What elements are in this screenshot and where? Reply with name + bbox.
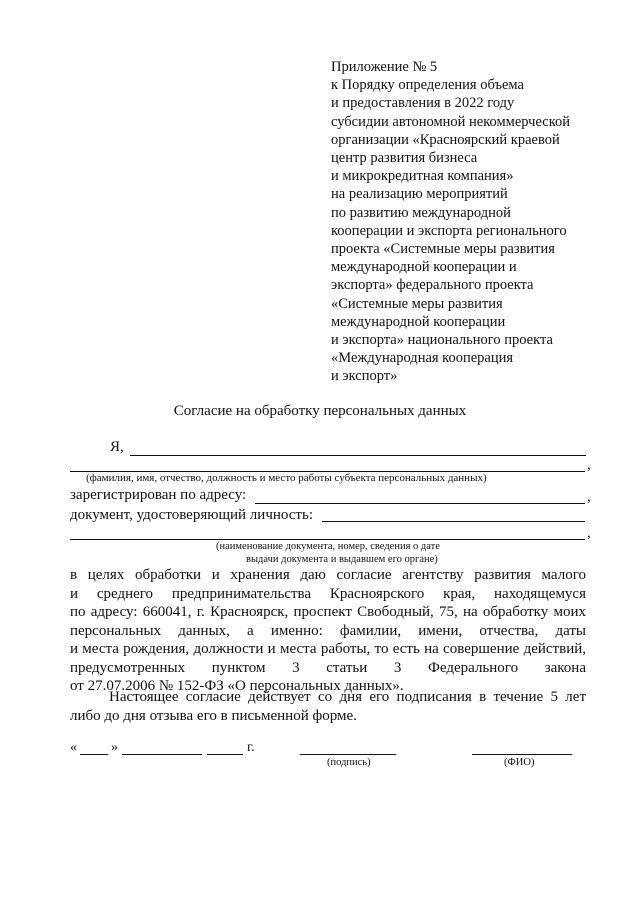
appendix-line: и экспорта» национального проекта (331, 332, 553, 349)
paragraph-line: от 27.07.2006 № 152-ФЗ «О персональных данных». (70, 678, 404, 694)
appendix-line: организации «Красноярский краевой (331, 131, 560, 148)
date-quote-close: » (111, 740, 118, 755)
paragraph-line: либо до дня отзыва его в письменной форме. (70, 707, 357, 724)
comma: , (587, 457, 591, 473)
document-field-line-2[interactable] (70, 539, 585, 540)
paragraph-line: Настоящее согласие действует со дня его подписания в течение 5 лет (109, 689, 586, 705)
date-month-field[interactable] (122, 754, 202, 755)
document-field-line-1[interactable] (322, 521, 585, 522)
appendix-line: и микрокредитная компания» (331, 168, 514, 185)
appendix-line: международной кооперации (331, 313, 506, 330)
fio-signature-field[interactable] (472, 754, 572, 755)
address-field-line[interactable] (255, 503, 585, 504)
appendix-line: центр развития бизнеса (331, 150, 478, 167)
paragraph-line: персональных данных, а именно: фамилии, имени, отчества, даты (70, 622, 586, 639)
appendix-line: к Порядку определения объема (331, 77, 524, 94)
paragraph-line: предусмотренных пунктом 3 статьи 3 Федерального закона (70, 659, 586, 676)
document-title: Согласие на обработку персональных данных (173, 403, 467, 419)
ya-label: Я, (110, 439, 124, 455)
appendix-line: и экспорт» (331, 368, 398, 385)
fio-caption: (фамилия, имя, отчество, должность и место работы субъекта персональных данных) (86, 472, 487, 484)
appendix-line: Приложение № 5 (331, 59, 438, 75)
appendix-line: и предоставления в 2022 году (331, 95, 515, 112)
comma: , (587, 489, 591, 505)
appendix-line: субсидии автономной некоммерческой (331, 113, 571, 130)
fio-signature-caption: (ФИО) (504, 757, 535, 768)
comma: , (587, 525, 591, 541)
appendix-line: «Международная кооперация (331, 350, 514, 367)
date-year-field[interactable] (207, 754, 243, 755)
fio-field-line-1[interactable] (130, 455, 586, 456)
appendix-line: «Системные меры развития (331, 295, 503, 312)
date-day-field[interactable] (80, 754, 108, 755)
consent-paragraph (70, 566, 586, 696)
year-suffix: г. (247, 740, 255, 755)
date-quote-open: « (70, 740, 77, 755)
signature-field[interactable] (300, 754, 396, 755)
paragraph-line: по адресу: 660041, г. Красноярск, проспект Свободный, 75, на обработку моих (70, 604, 586, 620)
signature-caption: (подпись) (327, 757, 371, 768)
document-caption-line-2: выдачи документа и выдавшем его органе) (246, 554, 438, 565)
paragraph-line: в целях обработки и хранения даю согласие агентству развития малого (70, 567, 586, 583)
paragraph-line: и места рождения, должности и места работы, то есть на совершение действий, (70, 641, 586, 657)
validity-paragraph (70, 688, 586, 725)
appendix-line: кооперации и экспорта регионального (331, 222, 567, 239)
document-label: документ, удостоверяющий личность: (70, 507, 313, 523)
appendix-line: по развитию международной (331, 204, 511, 221)
document-caption-line-1: (наименование документа, номер, сведения о дате (216, 541, 440, 552)
paragraph-line: и среднего предпринимательства Красноярского края, находящемуся (70, 585, 586, 602)
address-label: зарегистрирован по адресу: (70, 487, 247, 503)
appendix-line: на реализацию мероприятий (331, 186, 508, 203)
appendix-line: международной кооперации и (331, 259, 517, 276)
appendix-line: проекта «Системные меры развития (331, 241, 555, 258)
appendix-line: экспорта» федерального проекта (331, 277, 534, 294)
appendix-header (331, 58, 601, 386)
